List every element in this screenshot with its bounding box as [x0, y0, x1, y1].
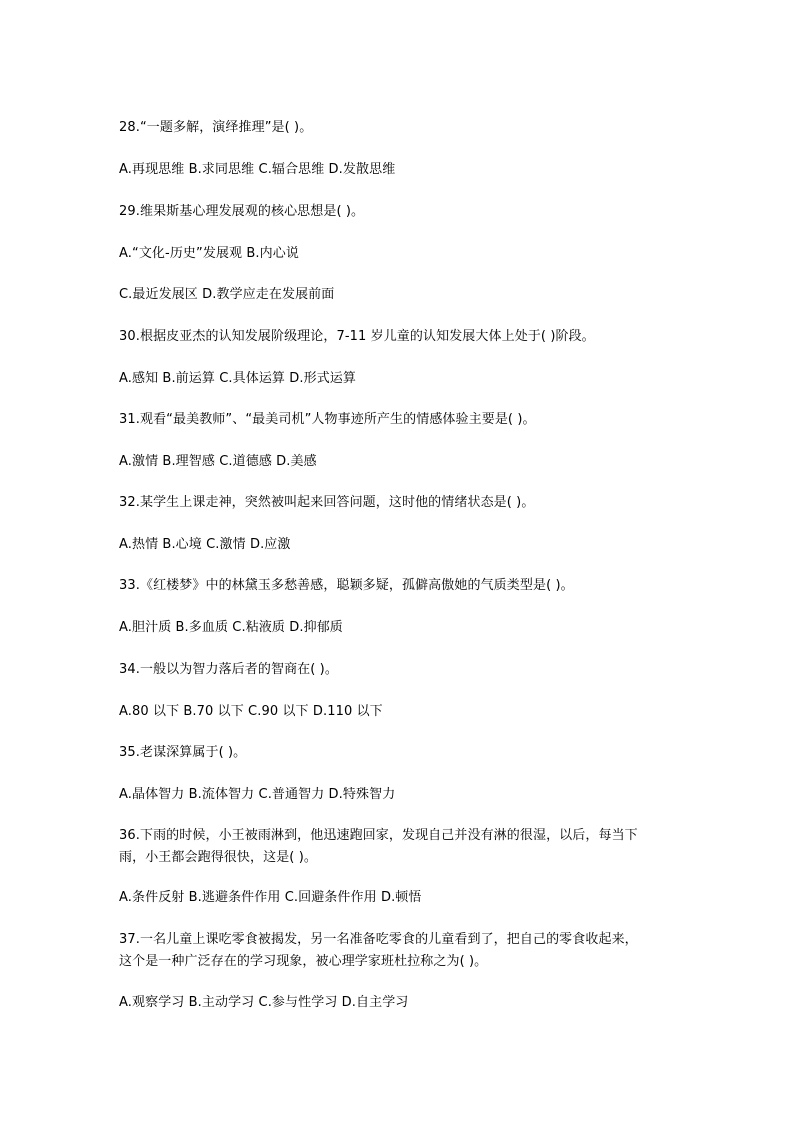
question-28-options: A.再现思维 B.求同思维 C.辐合思维 D.发散思维 [119, 162, 396, 177]
question-33: 33.《红楼梦》中的林黛玉多愁善感，聪颖多疑，孤僻高傲她的气质类型是( )。 [119, 578, 574, 593]
question-37-line-2: 这个是一种广泛存在的学习现象，被心理学家班杜拉称之为( )。 [119, 954, 488, 969]
question-37-options: A.观察学习 B.主动学习 C.参与性学习 D.自主学习 [119, 995, 409, 1010]
question-33-options: A.胆汁质 B.多血质 C.粘液质 D.抑郁质 [119, 620, 343, 635]
question-31: 31.观看“最美教师”、“最美司机”人物事迹所产生的情感体验主要是( )。 [119, 412, 536, 427]
question-29: 29.维果斯基心理发展观的核心思想是( )。 [119, 204, 365, 219]
question-36-options: A.条件反射 B.逃避条件作用 C.回避条件作用 D.顿悟 [119, 890, 422, 905]
question-36-line-2: 雨，小王都会跑得很快，这是( )。 [119, 850, 317, 865]
question-32: 32.某学生上课走神，突然被叫起来回答问题，这时他的情绪状态是( )。 [119, 495, 535, 510]
question-30-options: A.感知 B.前运算 C.具体运算 D.形式运算 [119, 371, 356, 386]
question-29-options-2: C.最近发展区 D.教学应走在发展前面 [119, 287, 335, 302]
question-34-options: A.80 以下 B.70 以下 C.90 以下 D.110 以下 [119, 704, 383, 719]
question-34: 34.一般以为智力落后者的智商在( )。 [119, 662, 338, 677]
question-32-options: A.热情 B.心境 C.激情 D.应激 [119, 537, 291, 552]
question-30: 30.根据皮亚杰的认知发展阶级理论，7-11 岁儿童的认知发展大体上处于( )阶段。 [119, 329, 595, 344]
question-35-options: A.晶体智力 B.流体智力 C.普通智力 D.特殊智力 [119, 787, 396, 802]
question-37-line-1: 37.一名儿童上课吃零食被揭发，另一名准备吃零食的儿童看到了，把自己的零食收起来， [119, 932, 638, 947]
question-36-line-1: 36.下雨的时候，小王被雨淋到，他迅速跑回家，发现自己并没有淋的很湿，以后，每当下 [119, 828, 638, 843]
question-29-options-1: A.“文化-历史”发展观 B.内心说 [119, 246, 299, 261]
question-35: 35.老谋深算属于( )。 [119, 745, 247, 760]
question-31-options: A.激情 B.理智感 C.道德感 D.美感 [119, 454, 317, 469]
question-28: 28.“一题多解，演绎推理”是( )。 [119, 120, 313, 135]
